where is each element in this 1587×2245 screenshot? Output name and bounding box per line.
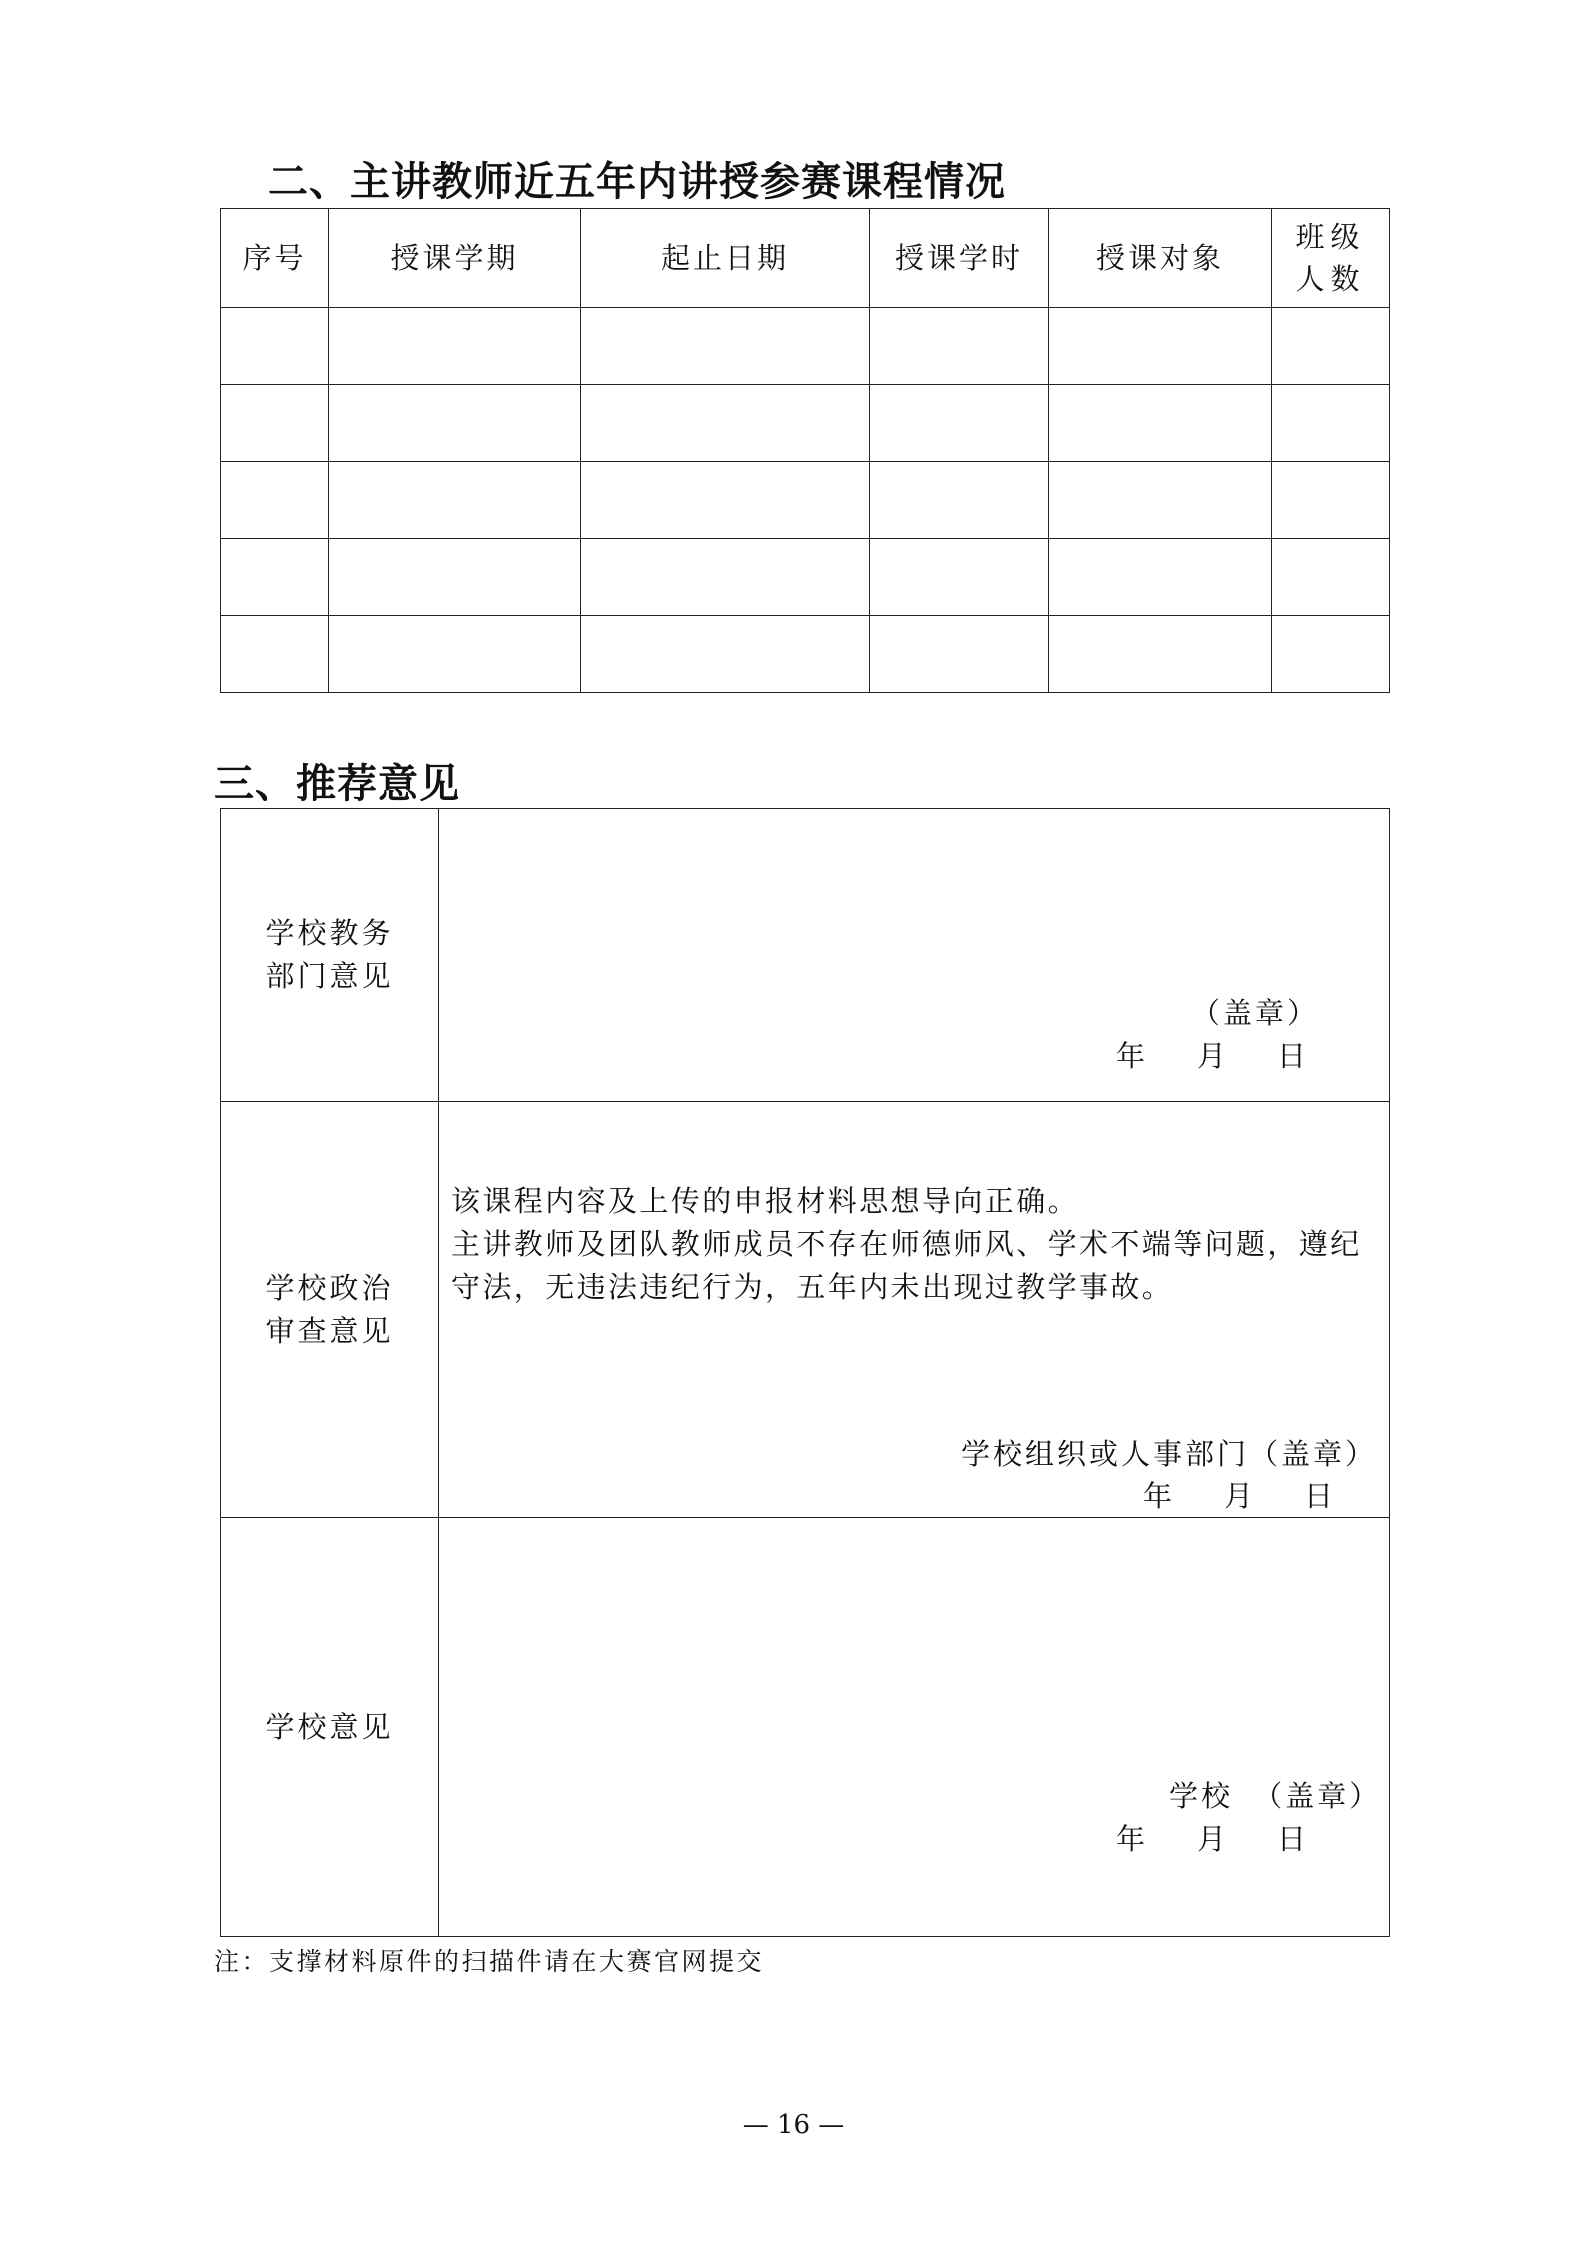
table-cell[interactable] <box>870 616 1049 693</box>
table-cell[interactable] <box>870 308 1049 385</box>
date-year: 年 <box>1116 1039 1146 1073</box>
recommendation-row-school <box>221 1518 1390 1937</box>
footnote: 注：支撑材料原件的扫描件请在大赛官网提交 <box>214 1947 765 1976</box>
date-month: 月 <box>1197 1039 1227 1073</box>
table-cell[interactable] <box>221 308 329 385</box>
row-label <box>221 809 439 1102</box>
table-cell[interactable] <box>1272 539 1390 616</box>
table-cell[interactable] <box>1049 539 1272 616</box>
table-row <box>221 539 1390 616</box>
review-statement <box>451 1180 1379 1309</box>
table-cell[interactable] <box>581 539 870 616</box>
table-row <box>221 616 1390 693</box>
table-cell[interactable] <box>329 462 581 539</box>
table-row <box>221 308 1390 385</box>
table-cell[interactable] <box>221 462 329 539</box>
seal-label: （盖章） <box>1191 996 1320 1030</box>
table-cell[interactable] <box>1272 616 1390 693</box>
row-label-line: 学校教务 <box>265 916 394 950</box>
section-3-heading: 三、推荐意见 <box>214 761 460 807</box>
table-cell[interactable] <box>581 462 870 539</box>
date-month: 月 <box>1224 1479 1254 1513</box>
opinion-field-academic-affairs[interactable] <box>439 809 1390 1102</box>
table-cell[interactable] <box>1049 385 1272 462</box>
column-header-hours: 授课学时 <box>870 209 1049 308</box>
date-year: 年 <box>1143 1479 1173 1513</box>
table-cell[interactable] <box>221 385 329 462</box>
row-label-line: 部门意见 <box>265 959 394 993</box>
seal-label: 学校 （盖章） <box>1169 1779 1382 1813</box>
table-cell[interactable] <box>329 539 581 616</box>
date-line <box>1116 1817 1316 1856</box>
column-header-dates: 起止日期 <box>581 209 870 308</box>
course-table <box>220 208 1390 693</box>
table-cell[interactable] <box>581 385 870 462</box>
date-month: 月 <box>1197 1822 1227 1856</box>
recommendation-row-academic-affairs <box>221 809 1390 1102</box>
column-header-class-size: 班级人数 <box>1272 209 1390 308</box>
opinion-field-political-review[interactable] <box>439 1102 1390 1518</box>
date-day: 日 <box>1304 1479 1334 1513</box>
table-row <box>221 462 1390 539</box>
review-statement-line: 该课程内容及上传的申报材料思想导向正确。 <box>451 1184 1080 1218</box>
table-header-row <box>221 209 1390 308</box>
table-cell[interactable] <box>329 308 581 385</box>
table-cell[interactable] <box>870 539 1049 616</box>
table-cell[interactable] <box>1049 308 1272 385</box>
review-statement-line: 主讲教师及团队教师成员不存在师德师风、学术不端等问题，遵纪守法，无违法违纪行为，五年内未出现过教学事故。 <box>451 1227 1362 1304</box>
date-line <box>1143 1474 1343 1513</box>
date-line <box>1116 1034 1316 1073</box>
section-2-heading: 二、主讲教师近五年内讲授参赛课程情况 <box>268 159 1006 205</box>
page-number: — 16 — <box>742 2110 845 2140</box>
table-cell[interactable] <box>329 616 581 693</box>
row-label: 学校意见 <box>221 1518 439 1937</box>
table-cell[interactable] <box>1272 308 1390 385</box>
recommendation-table <box>220 808 1390 1937</box>
column-header-audience: 授课对象 <box>1049 209 1272 308</box>
row-label-line: 审查意见 <box>265 1313 394 1348</box>
table-cell[interactable] <box>1272 462 1390 539</box>
table-cell[interactable] <box>221 616 329 693</box>
table-cell[interactable] <box>870 385 1049 462</box>
seal-label: 学校组织或人事部门（盖章） <box>961 1437 1378 1471</box>
table-cell[interactable] <box>1272 385 1390 462</box>
recommendation-row-political-review <box>221 1102 1390 1518</box>
opinion-field-school[interactable] <box>439 1518 1390 1937</box>
table-cell[interactable] <box>581 308 870 385</box>
row-label-line: 学校政治 <box>265 1270 394 1305</box>
date-year: 年 <box>1116 1822 1146 1856</box>
table-cell[interactable] <box>581 616 870 693</box>
table-cell[interactable] <box>1049 462 1272 539</box>
column-header-index: 序号 <box>221 209 329 308</box>
column-header-term: 授课学期 <box>329 209 581 308</box>
date-day: 日 <box>1277 1039 1307 1073</box>
date-day: 日 <box>1277 1822 1307 1856</box>
table-cell[interactable] <box>329 385 581 462</box>
table-row <box>221 385 1390 462</box>
table-cell[interactable] <box>221 539 329 616</box>
row-label <box>221 1102 439 1518</box>
table-cell[interactable] <box>1049 616 1272 693</box>
table-cell[interactable] <box>870 462 1049 539</box>
